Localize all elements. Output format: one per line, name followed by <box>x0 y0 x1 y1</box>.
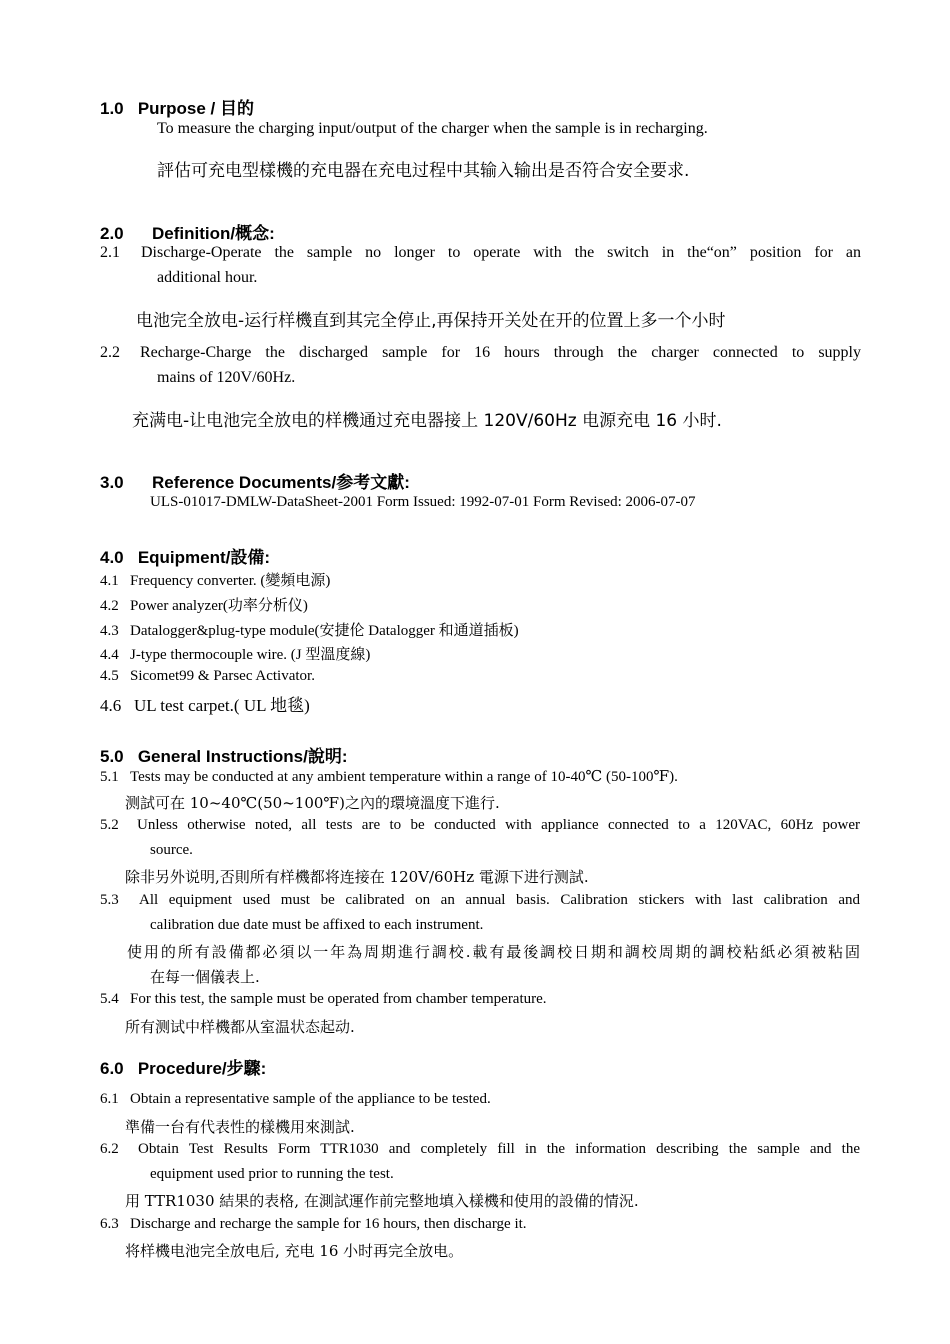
section-title: Definition/概念: <box>151 224 275 243</box>
item-text: UL test carpet.( UL 地毯) <box>134 696 310 715</box>
instruction-chinese-line2: 在每一個儀表上. <box>150 968 260 986</box>
section-number: 4.0 <box>100 548 124 567</box>
section-number: 5.0 <box>100 747 124 766</box>
instruction-chinese: 除非另外说明,否則所有样機都将连接在 120V/60Hz 電源下进行测試. <box>125 868 589 886</box>
section-6-heading <box>100 1054 266 1079</box>
section-title: Purpose / 目的 <box>137 99 254 118</box>
instruction-chinese: 所有测试中样機都从室温状态起动. <box>125 1018 355 1036</box>
equipment-item <box>100 569 330 590</box>
section-3-heading <box>100 468 410 493</box>
item-text: Obtain a representative sample of the appliance to be tested. <box>130 1091 491 1107</box>
definition-recharge-line2: mains of 120V/60Hz. <box>157 369 296 386</box>
instruction-line1: Unless otherwise noted, all tests are to be conducted with appliance connected to a 120VAC, 60Hz power <box>137 817 860 833</box>
item-number: 5.4 <box>100 991 119 1007</box>
item-number: 4.5 <box>100 668 119 684</box>
section-title: Equipment/設備: <box>137 548 271 567</box>
purpose-english: To measure the charging input/output of the charger when the sample is in recharging. <box>157 120 708 137</box>
section-number: 2.0 <box>100 224 124 243</box>
definition-discharge-chinese: 电池完全放电-运行样機直到其完全停止,再保持开关处在开的位置上多一个小时 <box>136 311 726 331</box>
section-title: Reference Documents/参考文獻: <box>151 473 410 492</box>
section-4-heading <box>100 543 270 568</box>
item-number: 6.1 <box>100 1091 119 1107</box>
instruction-item <box>100 767 678 786</box>
item-number: 4.3 <box>100 623 119 639</box>
equipment-item <box>100 668 315 685</box>
section-1-heading <box>100 94 254 119</box>
procedure-line1: Obtain Test Results Form TTR1030 and completely fill in the information describing the sample and the <box>138 1141 860 1157</box>
instruction-chinese: 测試可在 10~40℃(50~100℉)之內的環境溫度下進行. <box>125 794 500 812</box>
procedure-chinese: 準備一台有代表性的樣機用來測試. <box>125 1118 355 1136</box>
procedure-item <box>100 1091 491 1108</box>
item-number: 2.1 <box>100 244 120 261</box>
item-number: 4.6 <box>100 696 122 715</box>
item-number: 5.1 <box>100 769 119 785</box>
item-text: J-type thermocouple wire. (J 型溫度線) <box>130 647 371 663</box>
item-text: Sicomet99 & Parsec Activator. <box>130 668 315 684</box>
item-number: 6.2 <box>100 1141 119 1157</box>
equipment-item <box>100 691 310 716</box>
definition-recharge-chinese: 充满电-让电池完全放电的样機通过充电器接上 120V/60Hz 电源充电 16 小时. <box>132 411 722 431</box>
section-5-heading <box>100 742 348 767</box>
section-2-heading <box>100 219 275 244</box>
procedure-item <box>100 1216 527 1233</box>
equipment-item <box>100 643 370 664</box>
item-number: 5.3 <box>100 892 119 908</box>
definition-recharge-line1: Recharge-Charge the discharged sample for 16 hours through the charger connected to supply <box>140 344 861 361</box>
procedure-chinese: 用 TTR1030 結果的表格, 在測試運作前完整地填入樣機和使用的設備的情況. <box>125 1192 639 1210</box>
item-number: 4.2 <box>100 598 119 614</box>
section-title: Procedure/步驟: <box>137 1059 267 1078</box>
item-number: 4.4 <box>100 647 119 663</box>
instruction-line2: source. <box>150 842 193 858</box>
section-number: 6.0 <box>100 1059 124 1078</box>
item-number: 5.2 <box>100 817 119 833</box>
section-number: 3.0 <box>100 473 124 492</box>
section-number: 1.0 <box>100 99 124 118</box>
instruction-item <box>100 991 547 1008</box>
section-title: General Instructions/說明: <box>137 747 348 766</box>
instruction-line1: All equipment used must be calibrated on an annual basis. Calibration stickers with last calibration and <box>139 892 860 908</box>
item-text: Frequency converter. (變頻电源) <box>130 573 331 589</box>
item-text: Tests may be conducted at any ambient temperature within a range of 10-40℃ (50-100℉). <box>130 769 678 785</box>
instruction-line2: calibration due date must be affixed to each instrument. <box>150 917 484 933</box>
equipment-item <box>100 594 308 615</box>
instruction-chinese-line1: 使用的所有設備都必須以一年為周期進行調校.載有最後調校日期和調校周期的調校粘紙必須被粘固 <box>127 943 860 961</box>
item-number: 6.3 <box>100 1216 119 1232</box>
item-number: 2.2 <box>100 344 120 361</box>
procedure-line2: equipment used prior to running the test. <box>150 1166 394 1182</box>
item-text: Datalogger&plug-type module(安捷伦 Datalogger 和通道插板) <box>130 623 519 639</box>
definition-discharge-line2: additional hour. <box>157 269 258 286</box>
equipment-item <box>100 619 519 640</box>
reference-document: ULS-01017-DMLW-DataSheet-2001 Form Issued: 1992-07-01 Form Revised: 2006-07-07 <box>150 494 696 510</box>
procedure-chinese: 将样機电池完全放电后, 充电 16 小时再完全放电。 <box>125 1242 464 1260</box>
item-number: 4.1 <box>100 573 119 589</box>
purpose-chinese: 評估可充电型樣機的充电器在充电过程中其输入输出是否符合安全要求. <box>157 161 690 181</box>
definition-discharge-line1: Discharge-Operate the sample no longer to operate with the switch in the“on” position for an <box>141 244 861 261</box>
item-text: Discharge and recharge the sample for 16 hours, then discharge it. <box>130 1216 527 1232</box>
item-text: For this test, the sample must be operated from chamber temperature. <box>130 991 547 1007</box>
item-text: Power analyzer(功率分析仪) <box>130 598 308 614</box>
